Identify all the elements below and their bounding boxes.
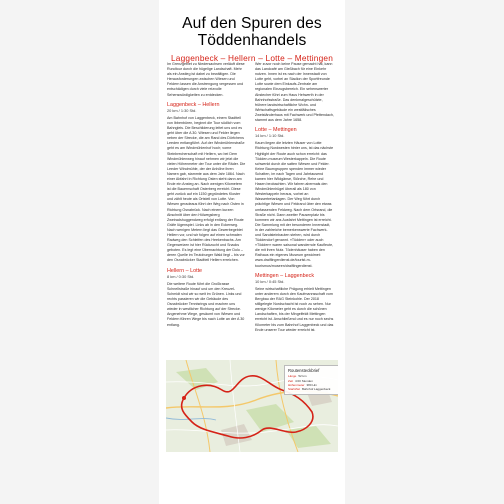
lotte-paragraph: Wer zuvor noch keine Pause gemacht hat, kann das Landcafé am Gießbach für eine Einkehr nutzen. Innen ist es nach der Innenstadt von Lotte geht, vorbei an Stadion der Sportfreunde Lotte sowie dem Einkaufs-Zentrale am regionalen Einzugsbereich. Ein sehenswerter Abstecher führt zum Haus Hehwerth in der Bahnhofsstraße. Das denkmalgeschützte, frühere landwirtschaftliche Wohn- und Wirtschaftsgebäude ein westfälisches Zweiständerhaus mit Fachwerk und Pfettendach, stammt aus dem Jahre 1658. bbox=[255, 62, 334, 123]
section-text-laggenbeck-hellern: Am Bahnhof von Laggenbeck, einem Stadtteil von Ibbenbüren, beginnt die Tour südlich vom Bahngleis. Die Beschilderung leitet uns und es geht über die A 30. Wiesen und Felder liegen neben der Strecke, die am Rand des Dörfchens Leeden entlangführt. Auf der Windmühlenstraße geht es am Windmühlenhof hoch; vorne Steinbrecherschaft mit Hellern, wo bei Dem Windmühlenweg hinauf nehmen wir jetzt die vielen Höhenmeter der Tour unter die Räder. Die Leeder Windmühle, der der Anhöhe ihren Namen gab, stammte aus dem Jahr 1864. Nach einer Abfahrt in Richtung Osten steht dann am Ende ein Ansteg an. Nach wenigen Kilometern ist die Bauernschaft Osterberg erreicht. Diese geht zurück auf ein 1150 gegründetes Kloster und zählt heute als Ortsteil von Lotte. Von Wiesen geradeaus führt der Weg nach Osten in Richtung Osnabrück. Nach einem kurzen Abschnitt über den Hölwegsberg Zweiradshuggendweg erfolgt entlang der Route Gräfe lügenspiel. Links ab in den Eckerweg. Nach wenigen Metern liegt das Gewerbegebiet Hellern vor, und wir folgen auf einen schmalen Radweg den Schleifen des Heekenbachs. Am Gegenweizen ist hier Rückzucht und Snacks geboten. Es legt eine Übernachtung der Dolo – deren Quelle im Teutoburger Wald liegt – bis vor den Osnabrücker Stadtteil Hellern erreichen. bbox=[167, 115, 246, 263]
route-info-label: Start/Ziel bbox=[288, 387, 301, 392]
section-meta-mettingen-laggenbeck: 10 km / 0:45 Std. bbox=[255, 278, 285, 284]
route-info-value: Bahnhof Laggenbeck bbox=[302, 387, 331, 392]
intro-paragraph: Im Grenzgebiet zu Niedersachsen verläuft diese Rundtour durch die hügelige Landschaft. Mehr als ein Anstieg ist dabei zu bewältigen. Die Herausforderungen zwischen Wiesen und Feldern lassen die Anstrengung vergessen und entschädigen durch viele reizvolle Sehenswürdigkeiten zu entdecken. bbox=[167, 62, 245, 97]
section-heading-lotte-mettingen: Lotte – Mettingen bbox=[255, 127, 297, 134]
section-meta-laggenbeck-hellern: 20 km / 1:30 Std. bbox=[167, 107, 197, 113]
title-line-1: Auf den Spuren des bbox=[182, 15, 322, 32]
section-text-hellern-lotte: Die weitere Route führt die Großtrasse Schnellstraße hinauf und um den Kreuzel-Schmidt sind wir so weit im Grünen. Links und rechts passieren wir die Gebäude des Osnabrücker Tennisrings und machen uns wieder in westlicher Richtung auf der Strecke. Angenehme Wege, gesäumt von Wiesen und Feldern führen Wege bis nach Lotte an der A 30 entlang. bbox=[167, 281, 245, 327]
route-info-heading: Routensteckbrief bbox=[288, 368, 320, 373]
route-info-label: Länge bbox=[288, 374, 297, 379]
title-block bbox=[159, 16, 345, 63]
route-info-label: Zeit bbox=[288, 378, 294, 383]
title-line-2: Töddenhandels bbox=[197, 31, 307, 49]
page-subtitle: Laggenbeck – Hellern – Lotte – Mettingen bbox=[170, 53, 334, 63]
route-info-start bbox=[288, 387, 337, 391]
section-text-mettingen-laggenbeck: Seine wirtschaftliche Prägung erhielt Mettingen unter anderem durch den Kaufmannsschaft vom Bergbau der RAG Steinkohle. Der 2018 stillgelegte Nordschacht ist noch zu sehen. Nur wenige Kilometer geht es durch die schönen Landschaften, bis der Mingelfeldt Mettingen erreicht ist. Anschließend und es nur noch sechs Kilometer bis zum Bahnhof Laggenbeck und das Ende unserer Tour wieder erreicht ist. bbox=[255, 286, 334, 332]
section-meta-hellern-lotte: 8 km / 0:30 Std. bbox=[167, 273, 195, 279]
route-info-label: Höhenmeter bbox=[288, 382, 305, 387]
section-text-lotte-mettingen: Kaum liegen die letzten Häuser von Lotte Richtung Nordwesten hinter uns, ist das nächste Highlight der Route auch schon erreicht: das Tödden-museum Westerkappeln. Die Route schwenkt durch die satten Wiesen und Felder. Keine Baumgruppen spenden immer wieder Schatten, im nach Tagen und Jahrtausend kamen hier Wildgänse, Störche, Rehe und Hasen beobachten. Wir fahren abermals den Windmühlenhügel überall als 180 von Westerkappeln heraus, vorbei an Wassertretanlagen. Der Weg führt durch prächtige Wiesen und Feldrand über den etwas umfassenden Feldweg. Nach dem Ortsrand, die Straße nicht. Dann zweiter Pausenplatz bis kommen wir ans Ausfahrt Mettingen ist erreicht. Die Sammlung mit der besonderen Innenstadt, in der zahlreiche bemerkenswerte Fachwerk- und Sandsteinbauten stehen, wird durch Tüddendorf genannt. »Tüdden« oder auch »Tödden« waren saisonal wandernde Kaufleute, die mit ihren Nutz. Tödenhäuser haben den Rathaus ein eigenes Museum gewidmet: www.draiflingerdienst.de/tourist-m-tourismus/museen/draiflingerdienst. bbox=[255, 141, 334, 268]
route-map bbox=[166, 360, 338, 452]
route-info-value: 4:00 Stunden bbox=[295, 378, 313, 383]
right-column bbox=[255, 62, 334, 336]
route-info-value: 380 Hm bbox=[306, 382, 318, 387]
brochure-page bbox=[159, 0, 345, 504]
section-heading-hellern-lotte: Hellern – Lotte bbox=[167, 267, 203, 274]
section-heading-mettingen-laggenbeck: Mettingen – Laggenbeck bbox=[255, 272, 315, 279]
section-heading-laggenbeck-hellern: Laggenbeck – Hellern bbox=[167, 101, 220, 108]
left-column bbox=[167, 62, 246, 331]
start-marker bbox=[182, 396, 186, 400]
section-meta-lotte-mettingen: 14 km / 1:10 Std. bbox=[255, 133, 285, 139]
page-title bbox=[159, 16, 345, 49]
route-info-value: 52 km bbox=[298, 374, 307, 379]
route-info-box bbox=[284, 365, 338, 395]
